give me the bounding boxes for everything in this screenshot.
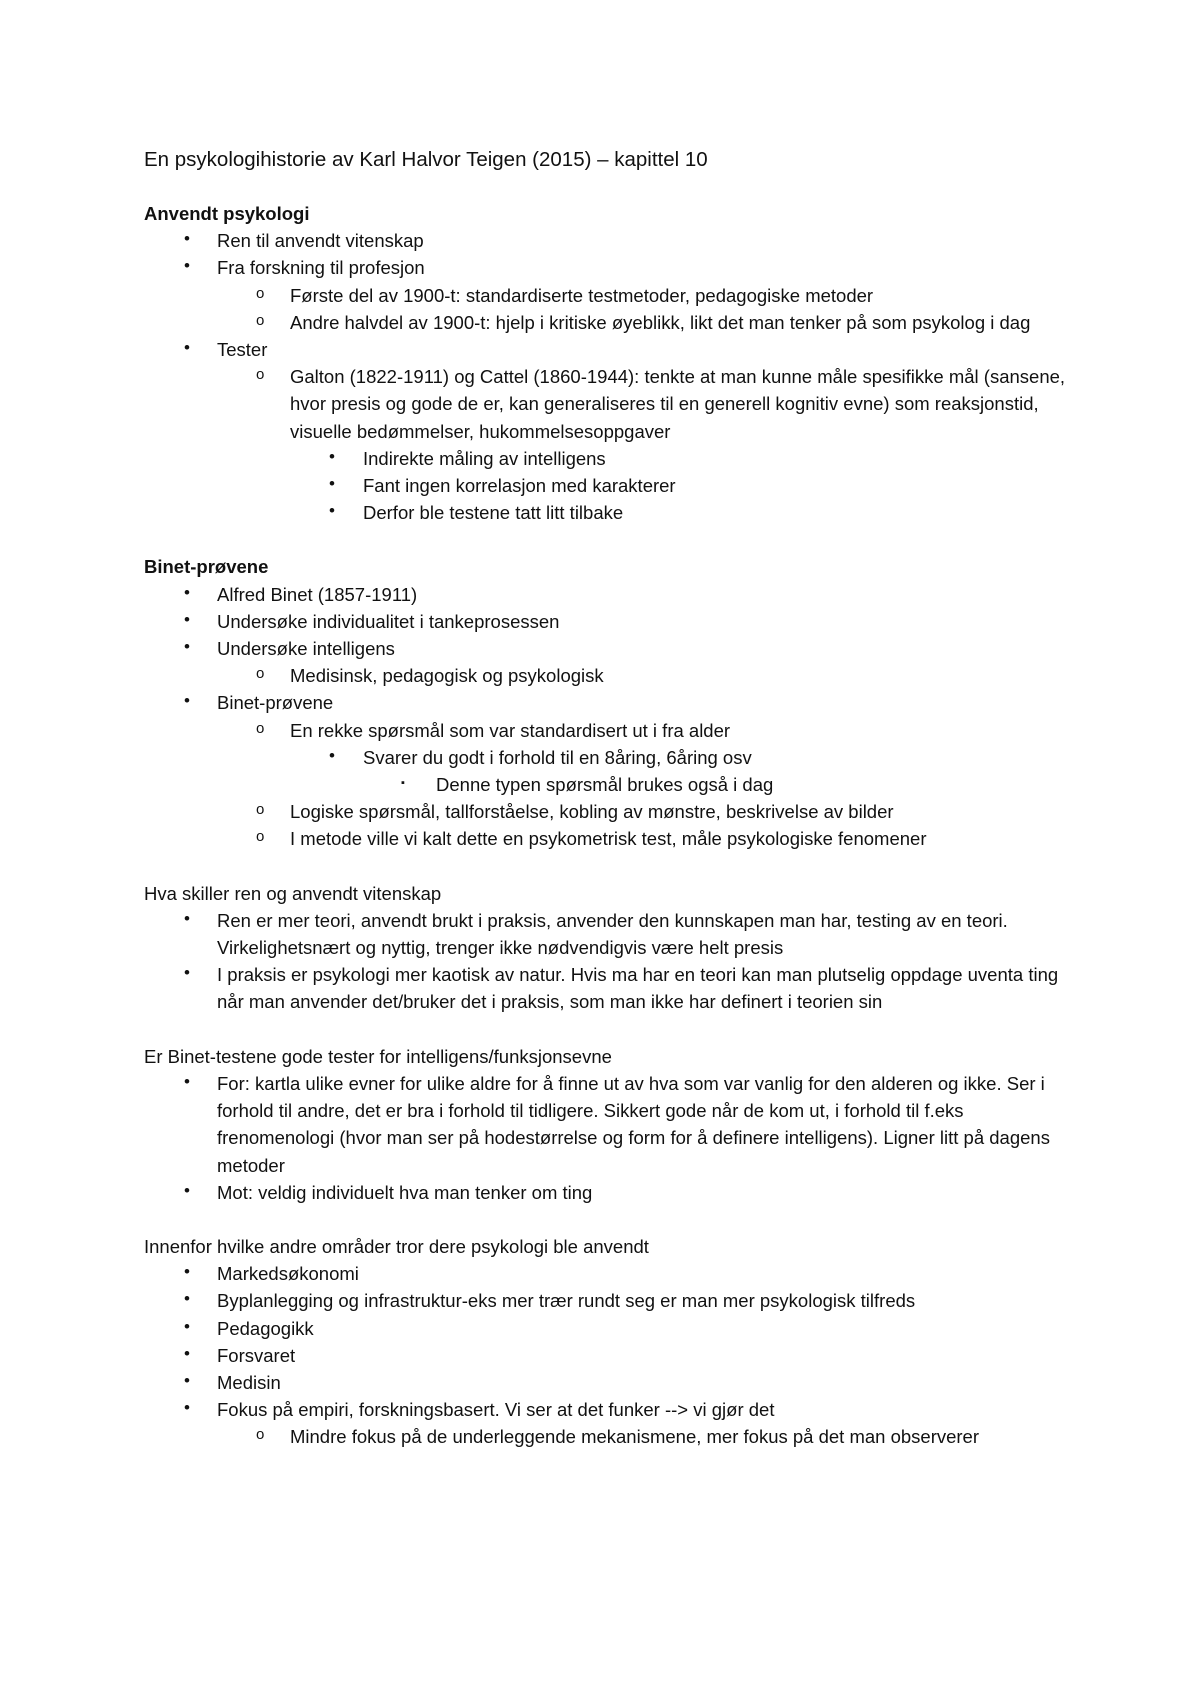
bullet-list [144,1260,1074,1450]
bullet-icon: • [184,582,190,602]
list-item: • Fant ingen korrelasjon med karakterer [329,474,676,497]
bullet-list [144,1070,1074,1206]
bullet-icon: • [184,908,190,928]
list-item: • Fra forskning til profesjon [184,256,425,279]
list-item: • Undersøke individualitet i tankeprosessen [184,609,560,632]
bullet-list [144,227,1074,526]
list-item: o Andre halvdel av 1900-t: hjelp i kritiske øyeblikk, likt det man tenker på som psykolog i dag [144,309,1074,336]
bullet-icon: • [329,474,335,494]
section-heading: Hva skiller ren og anvendt vitenskap [144,882,442,904]
document-body [144,146,1074,1478]
circle-bullet-icon: o [256,801,265,819]
list-item: • Ren til anvendt vitenskap [184,229,424,252]
bullet-icon: • [184,338,190,358]
list-item: o Første del av 1900-t: standardiserte testmetoder, pedagogiske metoder [144,282,1074,309]
circle-bullet-icon: o [256,719,265,737]
list-item: o Logiske spørsmål, tallforståelse, kobling av mønstre, beskrivelse av bilder [144,798,1074,825]
section-binet-testene [144,1043,1074,1206]
section-heading: Binet-prøvene [144,556,269,578]
list-item: • For: kartla ulike evner for ulike aldre for å finne ut av hva som var vanlig for den alderen og ikke. Ser i forhold til andre, det er bra i forhold til tidligere. Sikkert gode når de kom ut, i forhold til f.eks frenomenologi (hvor man ser på hodestørrelse og form for å definere intelligens). Ligner litt på dagens metoder [184,1071,1050,1176]
list-item: o Galton (1822-1911) og Cattel (1860-1944): tenkte at man kunne måle spesifikke mål (sansene, hvor presis og gode de er, kan generaliseres til en generell kognitiv evne) som reaksjonstid, visuelle bedømmelser, hukommelsesoppgaver [144,363,1074,445]
bullet-icon: • [184,691,190,711]
list-item: • Undersøke intelligens [184,637,395,660]
bullet-icon: • [184,1180,190,1200]
bullet-icon: • [184,1071,190,1091]
list-item: o I metode ville vi kalt dette en psykometrisk test, måle psykologiske fenomener [144,825,1074,852]
circle-bullet-icon: o [256,366,265,384]
bullet-icon: • [184,963,190,983]
list-item: • Fokus på empiri, forskningsbasert. Vi ser at det funker --> vi gjør det [184,1398,775,1421]
list-item: • Tester [184,338,268,361]
square-bullet-icon: ▪ [401,777,405,790]
bullet-icon: • [329,501,335,521]
list-item: • Pedagogikk [184,1316,314,1339]
bullet-icon: • [329,745,335,765]
list-item: • Alfred Binet (1857-1911) [184,582,418,605]
section-anvendt-psykologi [144,200,1074,526]
list-item: • Indirekte måling av intelligens [329,446,606,469]
circle-bullet-icon: o [256,1426,265,1444]
circle-bullet-icon: o [256,311,265,329]
list-item: o En rekke spørsmål som var standardisert ut i fra alder [144,717,1074,744]
circle-bullet-icon: o [256,828,265,846]
bullet-icon: • [184,1343,190,1363]
list-item: ▪ Denne typen spørsmål brukes også i dag [144,771,1074,798]
section-ren-og-anvendt [144,880,1074,1016]
bullet-icon: • [184,637,190,657]
section-andre-omrader [144,1233,1074,1451]
section-heading: Er Binet-testene gode tester for intelligens/funksjonsevne [144,1045,612,1067]
list-item: • Svarer du godt i forhold til en 8åring, 6åring osv [329,745,752,768]
bullet-list [144,907,1074,1016]
circle-bullet-icon: o [256,284,265,302]
list-item: • Ren er mer teori, anvendt brukt i praksis, anvender den kunnskapen man har, testing av en teori. Virkelighetsnært og nyttig, trenger ikke nødvendigvis være helt presis [184,908,1008,959]
section-binet-provene [144,553,1074,852]
list-item: • Byplanlegging og infrastruktur-eks mer trær rundt seg er man mer psykologisk tilfreds [184,1289,916,1312]
list-item: • Mot: veldig individuelt hva man tenker om ting [184,1180,593,1203]
document-title: En psykologihistorie av Karl Halvor Teigen (2015) – kapittel 10 [144,148,708,171]
bullet-icon: • [184,1289,190,1309]
bullet-icon: • [184,1316,190,1336]
list-item: • Markedsøkonomi [184,1262,359,1285]
list-item: o Medisinsk, pedagogisk og psykologisk [144,662,1074,689]
list-item: • Binet-prøvene [184,691,334,714]
list-item: • Forsvaret [184,1343,296,1366]
circle-bullet-icon: o [256,665,265,683]
list-item: • Derfor ble testene tatt litt tilbake [329,501,624,524]
bullet-icon: • [184,256,190,276]
section-heading: Anvendt psykologi [144,203,310,224]
list-item: • I praksis er psykologi mer kaotisk av natur. Hvis ma har en teori kan man plutselig oppdage uventa ting når man anvender det/bruker det i praksis, som man ikke har definert i teorien sin [184,963,1059,1013]
bullet-icon: • [184,609,190,629]
bullet-icon: • [184,1370,190,1390]
bullet-icon: • [184,229,190,249]
list-item: o Mindre fokus på de underleggende mekanismene, mer fokus på det man observerer [144,1423,1074,1450]
bullet-list [144,581,1074,853]
list-item: • Medisin [184,1370,281,1393]
bullet-icon: • [329,446,335,466]
section-heading: Innenfor hvilke andre områder tror dere psykologi ble anvendt [144,1235,649,1257]
bullet-icon: • [184,1262,190,1282]
bullet-icon: • [184,1398,190,1418]
